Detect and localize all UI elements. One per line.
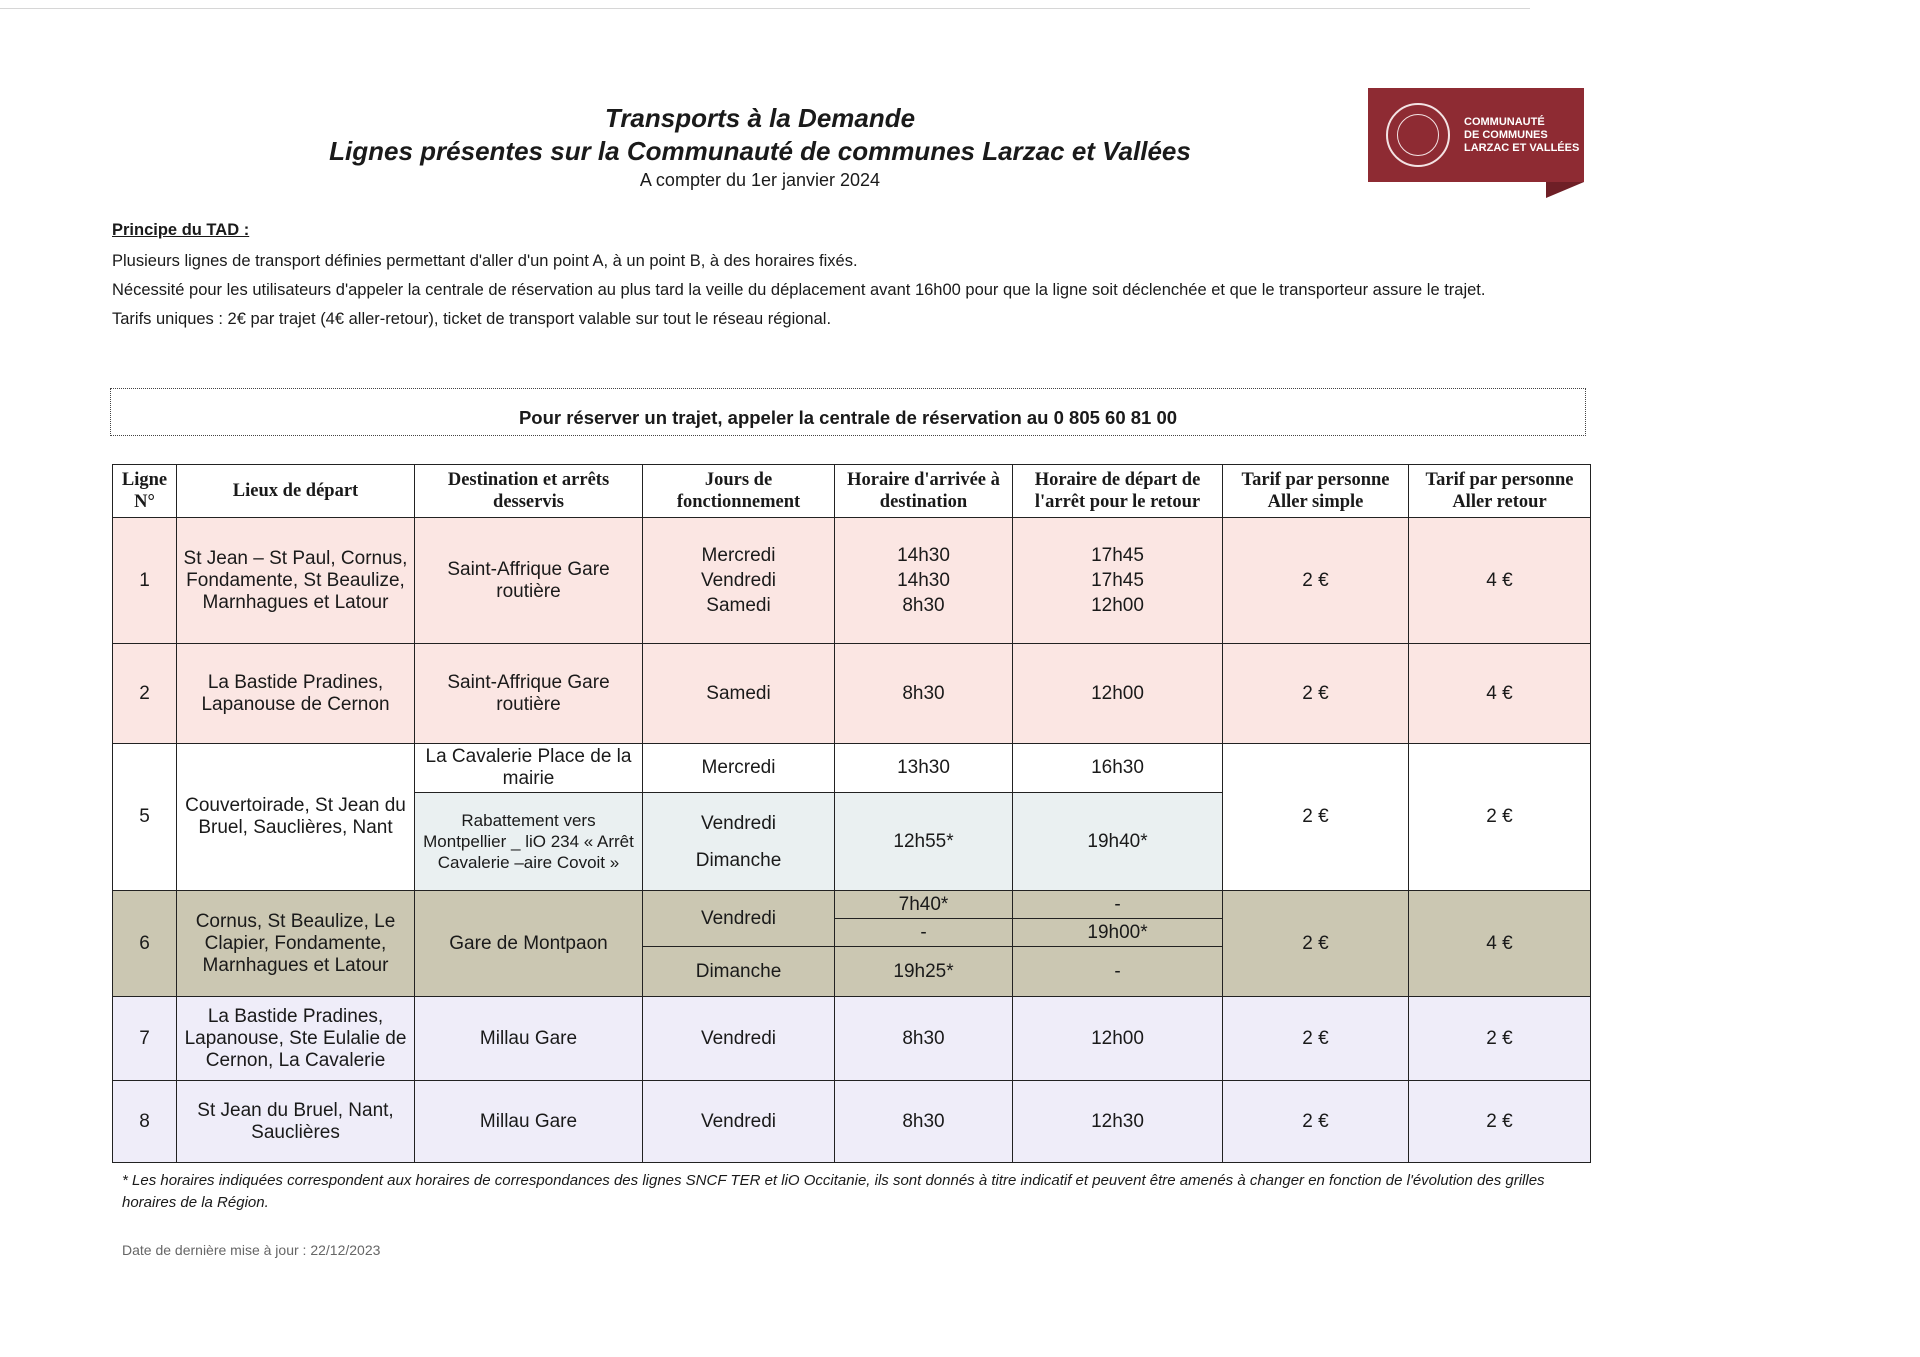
page-title: Transports à la Demande [604, 103, 916, 133]
fare-return: 2 € [1409, 997, 1591, 1081]
principle-paragraph: Plusieurs lignes de transport définies permettant d'aller d'un point A, à un point B, à des horaires fixés. [112, 252, 858, 270]
header-cell: Tarif par personne Aller simple [1223, 465, 1409, 518]
departure-places: La Bastide Pradines, Lapanouse de Cernon [177, 644, 415, 744]
destination: Rabattement vers Montpellier _ liO 234 « Arrêt Cavalerie –aire Covoit » [415, 793, 643, 891]
reservation-banner: Pour réserver un trajet, appeler la centrale de réservation au 0 805 60 81 00 [110, 388, 1586, 436]
header-cell: Tarif par personne Aller retour [1409, 465, 1591, 518]
last-update-date: Date de dernière mise à jour : 22/12/2023 [122, 1242, 381, 1258]
fare-return: 4 € [1409, 891, 1591, 997]
table-row [113, 1081, 1591, 1163]
operating-days: Vendredi Dimanche [643, 793, 835, 891]
line-number: 2 [113, 644, 177, 744]
arrival-time: 8h30 [835, 997, 1013, 1081]
principle-paragraph: Tarifs uniques : 2€ par trajet (4€ aller-retour), ticket de transport valable sur tout le réseau régional. [112, 310, 832, 328]
operating-days: Mercredi Vendredi Samedi [643, 518, 835, 644]
return-time: 12h00 [1013, 644, 1223, 744]
destination: Gare de Montpaon [415, 891, 643, 997]
departure-places: La Bastide Pradines, Lapanouse, Ste Eulalie de Cernon, La Cavalerie [177, 997, 415, 1081]
principle-title: Principe du TAD : [112, 221, 250, 239]
arrival-time: 7h40* [835, 891, 1013, 919]
community-logo [1368, 88, 1584, 182]
logo-seal-icon [1386, 103, 1450, 167]
table-row [113, 644, 1591, 744]
header-cell: Horaire d'arrivée à destination [835, 465, 1013, 518]
table-header-row [113, 465, 1591, 518]
table-row [113, 997, 1591, 1081]
footnote: * Les horaires indiquées correspondent aux horaires de correspondances des lignes SNCF TER et liO Occitanie, ils sont donnés à titre indicatif et peuvent être amenés à changer en fonction de l'évolution des grilles horaires de la Région. [122, 1172, 1545, 1211]
arrival-time: - [835, 919, 1013, 947]
return-time: - [1013, 891, 1223, 919]
table-row [113, 744, 1591, 793]
header-cell: Destination et arrêts desservis [415, 465, 643, 518]
header-cell: Ligne N° [113, 465, 177, 518]
operating-days: Dimanche [643, 947, 835, 997]
return-time: 19h40* [1013, 793, 1223, 891]
table-row [113, 518, 1591, 644]
arrival-times: 14h30 14h30 8h30 [835, 518, 1013, 644]
return-time: 12h00 [1013, 997, 1223, 1081]
departure-places: Couvertoirade, St Jean du Bruel, Sauclières, Nant [177, 744, 415, 891]
departure-places: St Jean – St Paul, Cornus, Fondamente, St Beaulize, Marnhagues et Latour [177, 518, 415, 644]
arrival-time: 13h30 [835, 744, 1013, 793]
table-row [113, 891, 1591, 919]
logo-text: COMMUNAUTÉ DE COMMUNES LARZAC ET VALLÉES [1464, 115, 1580, 154]
arrival-time: 19h25* [835, 947, 1013, 997]
operating-days: Samedi [643, 644, 835, 744]
destination: Millau Gare [415, 997, 643, 1081]
fare-return: 2 € [1409, 744, 1591, 891]
header-cell: Lieux de départ [177, 465, 415, 518]
principle-paragraph: Nécessité pour les utilisateurs d'appeler la centrale de réservation au plus tard la veille du déplacement avant 16h00 pour que la ligne soit déclenchée et que le transporteur assure le trajet. [112, 281, 1486, 299]
principle-section [112, 220, 1582, 338]
line-number: 7 [113, 997, 177, 1081]
fare-return: 4 € [1409, 518, 1591, 644]
destination: Millau Gare [415, 1081, 643, 1163]
return-time: 12h30 [1013, 1081, 1223, 1163]
fare-return: 4 € [1409, 644, 1591, 744]
header-cell: Jours de fonctionnement [643, 465, 835, 518]
fare-single: 2 € [1223, 891, 1409, 997]
fare-single: 2 € [1223, 744, 1409, 891]
return-time: 16h30 [1013, 744, 1223, 793]
arrival-time: 8h30 [835, 1081, 1013, 1163]
destination: La Cavalerie Place de la mairie [415, 744, 643, 793]
line-number: 8 [113, 1081, 177, 1163]
line-number: 1 [113, 518, 177, 644]
line-number: 6 [113, 891, 177, 997]
scan-edge-line [0, 8, 1530, 9]
document-header [260, 102, 1260, 192]
arrival-time: 12h55* [835, 793, 1013, 891]
fare-single: 2 € [1223, 644, 1409, 744]
return-time: - [1013, 947, 1223, 997]
operating-days: Vendredi [643, 1081, 835, 1163]
operating-days: Vendredi [643, 997, 835, 1081]
return-time: 19h00* [1013, 919, 1223, 947]
fare-single: 2 € [1223, 1081, 1409, 1163]
operating-days: Vendredi [643, 891, 835, 947]
operating-days: Mercredi [643, 744, 835, 793]
header-cell: Horaire de départ de l'arrêt pour le retour [1013, 465, 1223, 518]
departure-places: St Jean du Bruel, Nant, Sauclières [177, 1081, 415, 1163]
fare-single: 2 € [1223, 997, 1409, 1081]
logo-ribbon-tail [1546, 182, 1584, 198]
arrival-time: 8h30 [835, 644, 1013, 744]
destination: Saint-Affrique Gare routière [415, 518, 643, 644]
line-number: 5 [113, 744, 177, 891]
departure-places: Cornus, St Beaulize, Le Clapier, Fondamente, Marnhagues et Latour [177, 891, 415, 997]
effective-date: A compter du 1er janvier 2024 [639, 170, 881, 190]
page-subtitle: Lignes présentes sur la Communauté de communes Larzac et Vallées [329, 136, 1191, 166]
return-times: 17h45 17h45 12h00 [1013, 518, 1223, 644]
fare-single: 2 € [1223, 518, 1409, 644]
lines-table [112, 464, 1591, 1163]
destination: Saint-Affrique Gare routière [415, 644, 643, 744]
fare-return: 2 € [1409, 1081, 1591, 1163]
